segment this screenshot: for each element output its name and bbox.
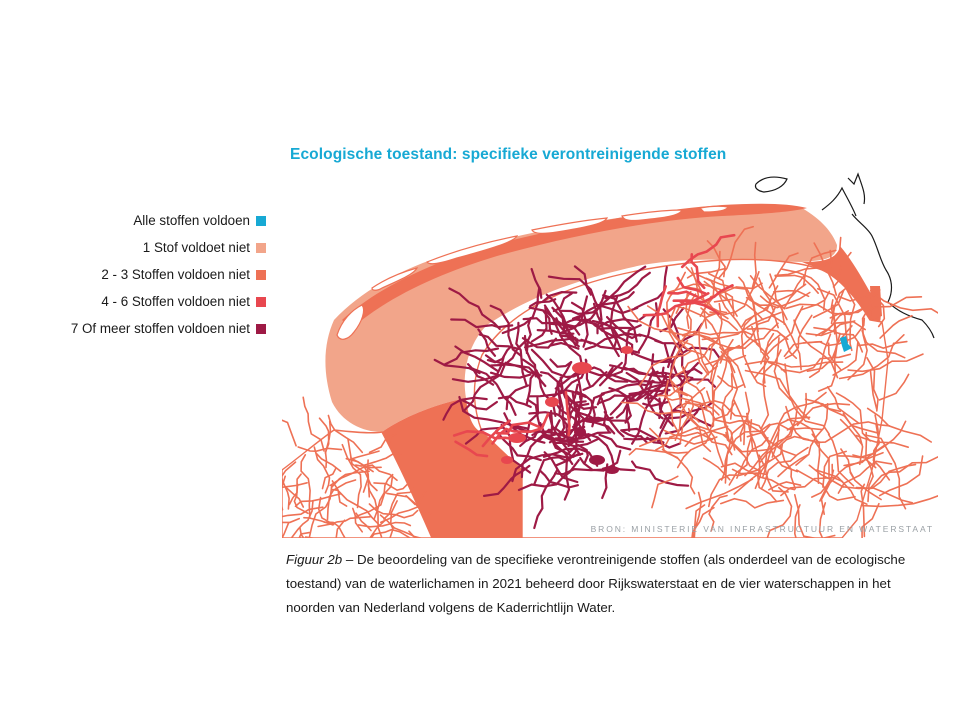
legend-item bbox=[6, 288, 266, 315]
figure-caption bbox=[286, 548, 936, 620]
legend-label: 2 - 3 Stoffen voldoen niet bbox=[101, 267, 250, 282]
source-credit: BRON: MINISTERIE VAN INFRASTRUCTUUR EN WATERSTAAT bbox=[590, 524, 934, 534]
legend-label: 7 Of meer stoffen voldoen niet bbox=[70, 321, 250, 336]
legend-swatch bbox=[256, 297, 266, 307]
legend-swatch bbox=[256, 324, 266, 334]
figure-label: Figuur 2b bbox=[286, 552, 343, 567]
lake bbox=[501, 456, 513, 464]
legend-item bbox=[6, 261, 266, 288]
map bbox=[282, 170, 938, 538]
legend-item bbox=[6, 207, 266, 234]
map-title: Ecologische toestand: specifieke verontreinigende stoffen bbox=[290, 146, 727, 163]
legend-swatch bbox=[256, 216, 266, 226]
caption-text: – De beoordeling van de specifieke verontreinigende stoffen (als onderdeel van de ecologische toestand) van de waterlichamen in 2021 beheerd door Rijkswaterstaat en de vier waterschappen in het noorden van Nederland volgens de Kaderrichtlijn Water. bbox=[286, 552, 906, 615]
lake bbox=[574, 427, 586, 437]
lake bbox=[545, 397, 559, 407]
lake bbox=[508, 433, 526, 443]
legend-item bbox=[6, 315, 266, 342]
lake bbox=[621, 346, 633, 354]
legend-label: 1 Stof voldoet niet bbox=[142, 240, 250, 255]
legend-label: 4 - 6 Stoffen voldoen niet bbox=[101, 294, 250, 309]
legend-label: Alle stoffen voldoen bbox=[133, 213, 250, 228]
lake bbox=[572, 362, 592, 374]
legend-swatch bbox=[256, 243, 266, 253]
lake bbox=[589, 455, 605, 465]
island-borkum bbox=[755, 177, 787, 192]
lake bbox=[605, 466, 619, 474]
legend-swatch bbox=[256, 270, 266, 280]
legend bbox=[6, 207, 266, 342]
legend-item bbox=[6, 234, 266, 261]
water-line bbox=[282, 418, 296, 446]
